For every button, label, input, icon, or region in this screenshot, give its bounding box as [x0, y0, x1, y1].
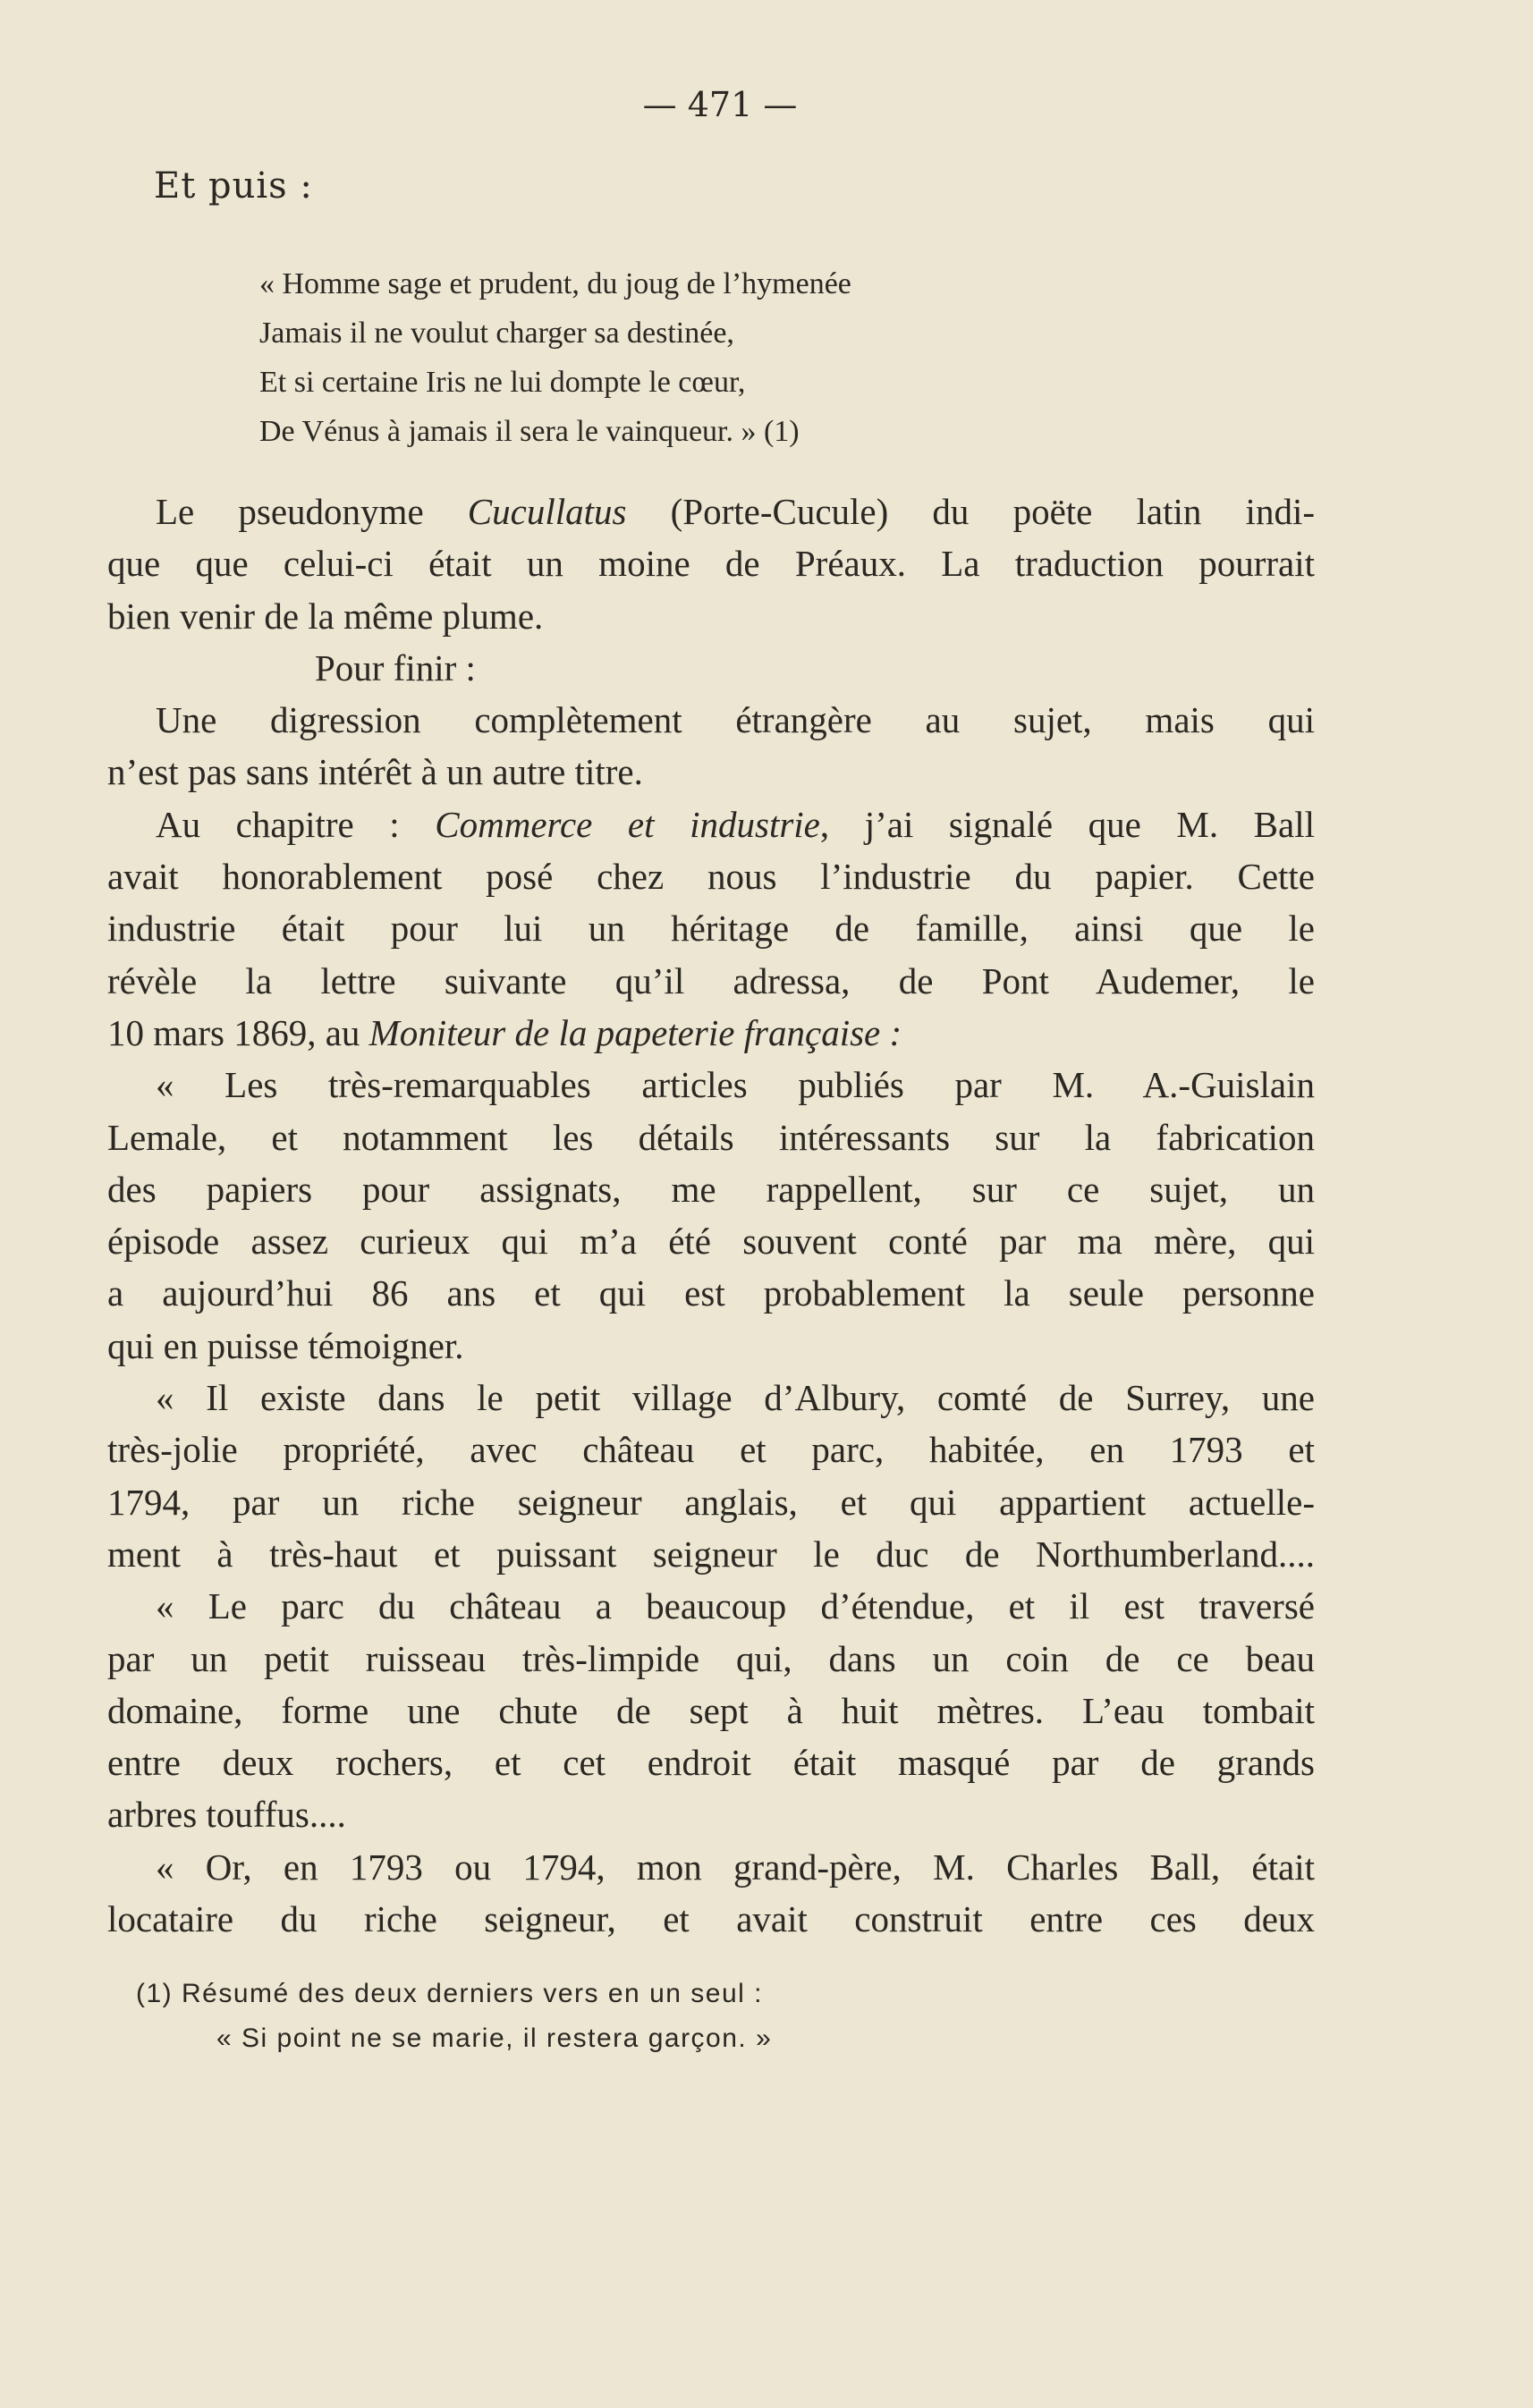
- paragraph: [107, 1580, 1315, 1840]
- paragraph: [107, 642, 1315, 694]
- paragraph: [107, 1841, 1315, 1946]
- text-line: arbres touffus....: [107, 1794, 346, 1836]
- text-line: par un petit ruisseau très-limpide qui, dans un coin de ce beau: [107, 1637, 1315, 1679]
- text-line: Au chapitre : Commerce et industrie, j’ai signalé que M. Ball: [156, 803, 1316, 845]
- text-line: « Le parc du château a beaucoup d’étendue, et il est traversé: [156, 1585, 1315, 1627]
- footnote: [136, 1972, 772, 2061]
- text-line: Le pseudonyme Cucullatus (Porte-Cucule) du poëte latin indi-: [156, 491, 1315, 532]
- text-line: très-jolie propriété, avec château et parc, habitée, en 1793 et: [107, 1429, 1315, 1471]
- text-line: 10 mars 1869, au Moniteur de la papeterie française :: [107, 1011, 902, 1053]
- text-line: a aujourd’hui 86 ans et qui est probablement la seule personne: [107, 1272, 1315, 1314]
- text-line: Une digression complètement étrangère au sujet, mais qui: [156, 699, 1315, 741]
- text-line: des papiers pour assignats, me rappellent, sur ce sujet, un: [107, 1168, 1315, 1210]
- text-line: domaine, forme une chute de sept à huit mètres. L’eau tombait: [107, 1689, 1315, 1731]
- text-line: ment à très-haut et puissant seigneur le duc de Northumberland....: [107, 1533, 1315, 1575]
- paragraph: [107, 798, 1315, 1059]
- intro-line: Et puis :: [154, 165, 313, 207]
- paragraph: [107, 1372, 1315, 1580]
- text-line: avait honorablement posé chez nous l’industrie du papier. Cette: [107, 856, 1315, 898]
- paragraph: [107, 1059, 1315, 1372]
- page-number: — 471 —: [642, 85, 798, 124]
- text-line: Pour finir :: [315, 646, 476, 689]
- paragraph: [107, 694, 1315, 798]
- text-line: « Les très-remarquables articles publiés par M. A.-Guislain: [156, 1064, 1315, 1106]
- italic-term: Commerce et industrie: [435, 803, 820, 845]
- footnote-line: « Si point ne se marie, il restera garçon. »: [216, 2024, 773, 2053]
- body-text: [107, 486, 1315, 1945]
- text-line: « Il existe dans le petit village d’Albury, comté de Surrey, une: [156, 1377, 1315, 1419]
- text-line: Lemale, et notamment les détails intéressants sur la fabrication: [107, 1116, 1315, 1158]
- text-line: 1794, par un riche seigneur anglais, et qui appartient actuelle-: [107, 1481, 1315, 1523]
- footnote-line: (1) Résumé des deux derniers vers en un seul :: [136, 1979, 763, 2008]
- text-line: « Or, en 1793 ou 1794, mon grand-père, M. Charles Ball, était: [156, 1846, 1315, 1888]
- text-line: révèle la lettre suivante qu’il adressa, de Pont Audemer, le: [107, 959, 1315, 1001]
- verse-line: De Vénus à jamais il sera le vainqueur. » (1): [259, 415, 800, 448]
- text-line: que que celui-ci était un moine de Préaux. La traduction pourrait: [107, 543, 1315, 585]
- text-line: épisode assez curieux qui m’a été souvent conté par ma mère, qui: [107, 1221, 1315, 1263]
- italic-term: Cucullatus: [467, 491, 627, 532]
- text-line: qui en puisse témoigner.: [107, 1324, 464, 1366]
- verse-line: Jamais il ne voulut charger sa destinée,: [259, 317, 734, 350]
- text-line: entre deux rochers, et cet endroit était masqué par de grands: [107, 1742, 1315, 1784]
- italic-term: Moniteur de la papeterie française :: [368, 1011, 902, 1053]
- paragraph: [107, 486, 1315, 642]
- verse-quote: [259, 259, 851, 456]
- verse-line: « Homme sage et prudent, du joug de l’hymenée: [259, 267, 851, 300]
- verse-line: Et si certaine Iris ne lui dompte le cœur,: [259, 366, 746, 399]
- text-line: locataire du riche seigneur, et avait construit entre ces deux: [107, 1898, 1315, 1940]
- text-line: bien venir de la même plume.: [107, 595, 544, 637]
- text-line: industrie était pour lui un héritage de famille, ainsi que le: [107, 908, 1315, 950]
- text-line: n’est pas sans intérêt à un autre titre.: [107, 751, 643, 793]
